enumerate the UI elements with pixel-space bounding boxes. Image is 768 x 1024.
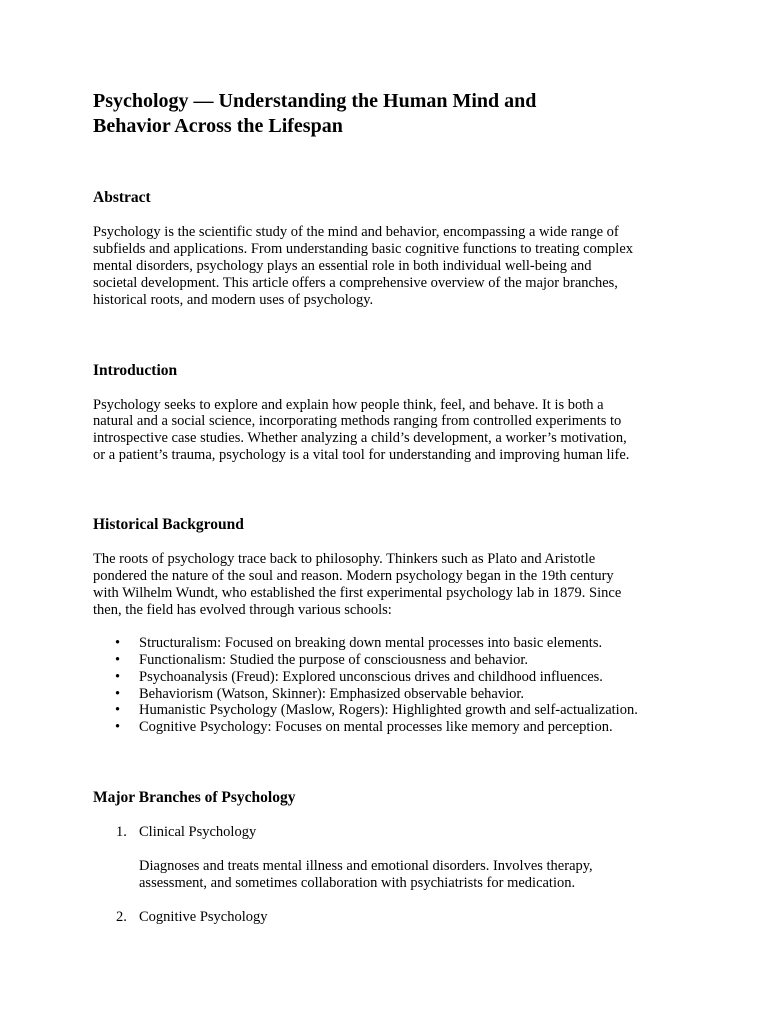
paragraph-line: with Wilhelm Wundt, who established the first experimental psychology lab in 1879. Since: [93, 584, 622, 601]
list-item: [93, 686, 693, 703]
paragraph-line: natural and a social science, incorporating methods ranging from controlled experiments to: [93, 413, 622, 430]
list-number: 1.: [116, 824, 127, 841]
bullet-icon: •: [115, 634, 121, 651]
branch-title: Clinical Psychology: [139, 824, 257, 841]
list-number: 2.: [116, 908, 127, 925]
branch-item-clinical: [93, 824, 693, 892]
section-heading-branches: Major Branches of Psychology: [93, 789, 296, 807]
list-item-text: Functionalism: Studied the purpose of consciousness and behavior.: [139, 651, 529, 668]
paragraph-line: Psychology seeks to explore and explain how people think, feel, and behave. It is both a: [93, 396, 604, 413]
paragraph-line: subfields and applications. From understanding basic cognitive functions to treating complex: [93, 240, 634, 257]
branches-numbered-list: [93, 824, 693, 926]
section-heading-history: Historical Background: [93, 516, 244, 534]
section-heading-abstract: Abstract: [93, 189, 151, 206]
bullet-icon: •: [115, 668, 121, 685]
paragraph-line: The roots of psychology trace back to philosophy. Thinkers such as Plato and Aristotle: [93, 551, 596, 568]
introduction-paragraph: [93, 397, 693, 465]
branch-title: Cognitive Psychology: [139, 908, 268, 925]
history-paragraph: [93, 551, 693, 619]
list-item-text: Psychoanalysis (Freud): Explored unconscious drives and childhood influences.: [139, 668, 603, 685]
list-item: [93, 702, 693, 719]
document-title-line: Behavior Across the Lifespan: [93, 115, 343, 137]
paragraph-line: or a patient’s trauma, psychology is a vital tool for understanding and improving human life.: [93, 447, 630, 464]
paragraph-line: Diagnoses and treats mental illness and emotional disorders. Involves therapy,: [139, 858, 593, 875]
section-heading-introduction: Introduction: [93, 361, 178, 379]
paragraph-line: assessment, and sometimes collaboration with psychiatrists for medication.: [139, 875, 576, 892]
list-item-text: Cognitive Psychology: Focuses on mental processes like memory and perception.: [139, 719, 613, 736]
paragraph-line: pondered the nature of the soul and reason. Modern psychology began in the 19th century: [93, 568, 614, 585]
bullet-icon: •: [115, 685, 121, 702]
bullet-icon: •: [115, 651, 121, 668]
document-title: [93, 89, 693, 139]
abstract-paragraph: [93, 224, 693, 309]
paragraph-line: societal development. This article offers a comprehensive overview of the major branches,: [93, 274, 618, 291]
paragraph-line: then, the field has evolved through various schools:: [93, 601, 392, 618]
bullet-icon: •: [115, 719, 121, 736]
document-page: [93, 89, 693, 926]
branch-item-cognitive: [93, 909, 693, 926]
branch-description: [139, 858, 693, 892]
paragraph-line: mental disorders, psychology plays an essential role in both individual well-being and: [93, 257, 592, 274]
bullet-icon: •: [115, 702, 121, 719]
document-title-line: Psychology — Understanding the Human Mind and: [93, 90, 537, 112]
paragraph-line: Psychology is the scientific study of the mind and behavior, encompassing a wide range of: [93, 224, 619, 240]
list-item-text: Behaviorism (Watson, Skinner): Emphasized observable behavior.: [139, 685, 525, 702]
paragraph-line: introspective case studies. Whether analyzing a child’s development, a worker’s motivation,: [93, 430, 627, 447]
list-item: [93, 719, 693, 736]
list-item: [93, 652, 693, 669]
list-item-text: Humanistic Psychology (Maslow, Rogers): Highlighted growth and self-actualization.: [139, 702, 638, 719]
list-item: [93, 669, 693, 686]
list-item: [93, 635, 693, 652]
paragraph-line: historical roots, and modern uses of psychology.: [93, 291, 374, 308]
schools-bullet-list: [93, 635, 693, 736]
list-item-text: Structuralism: Focused on breaking down mental processes into basic elements.: [139, 634, 603, 651]
